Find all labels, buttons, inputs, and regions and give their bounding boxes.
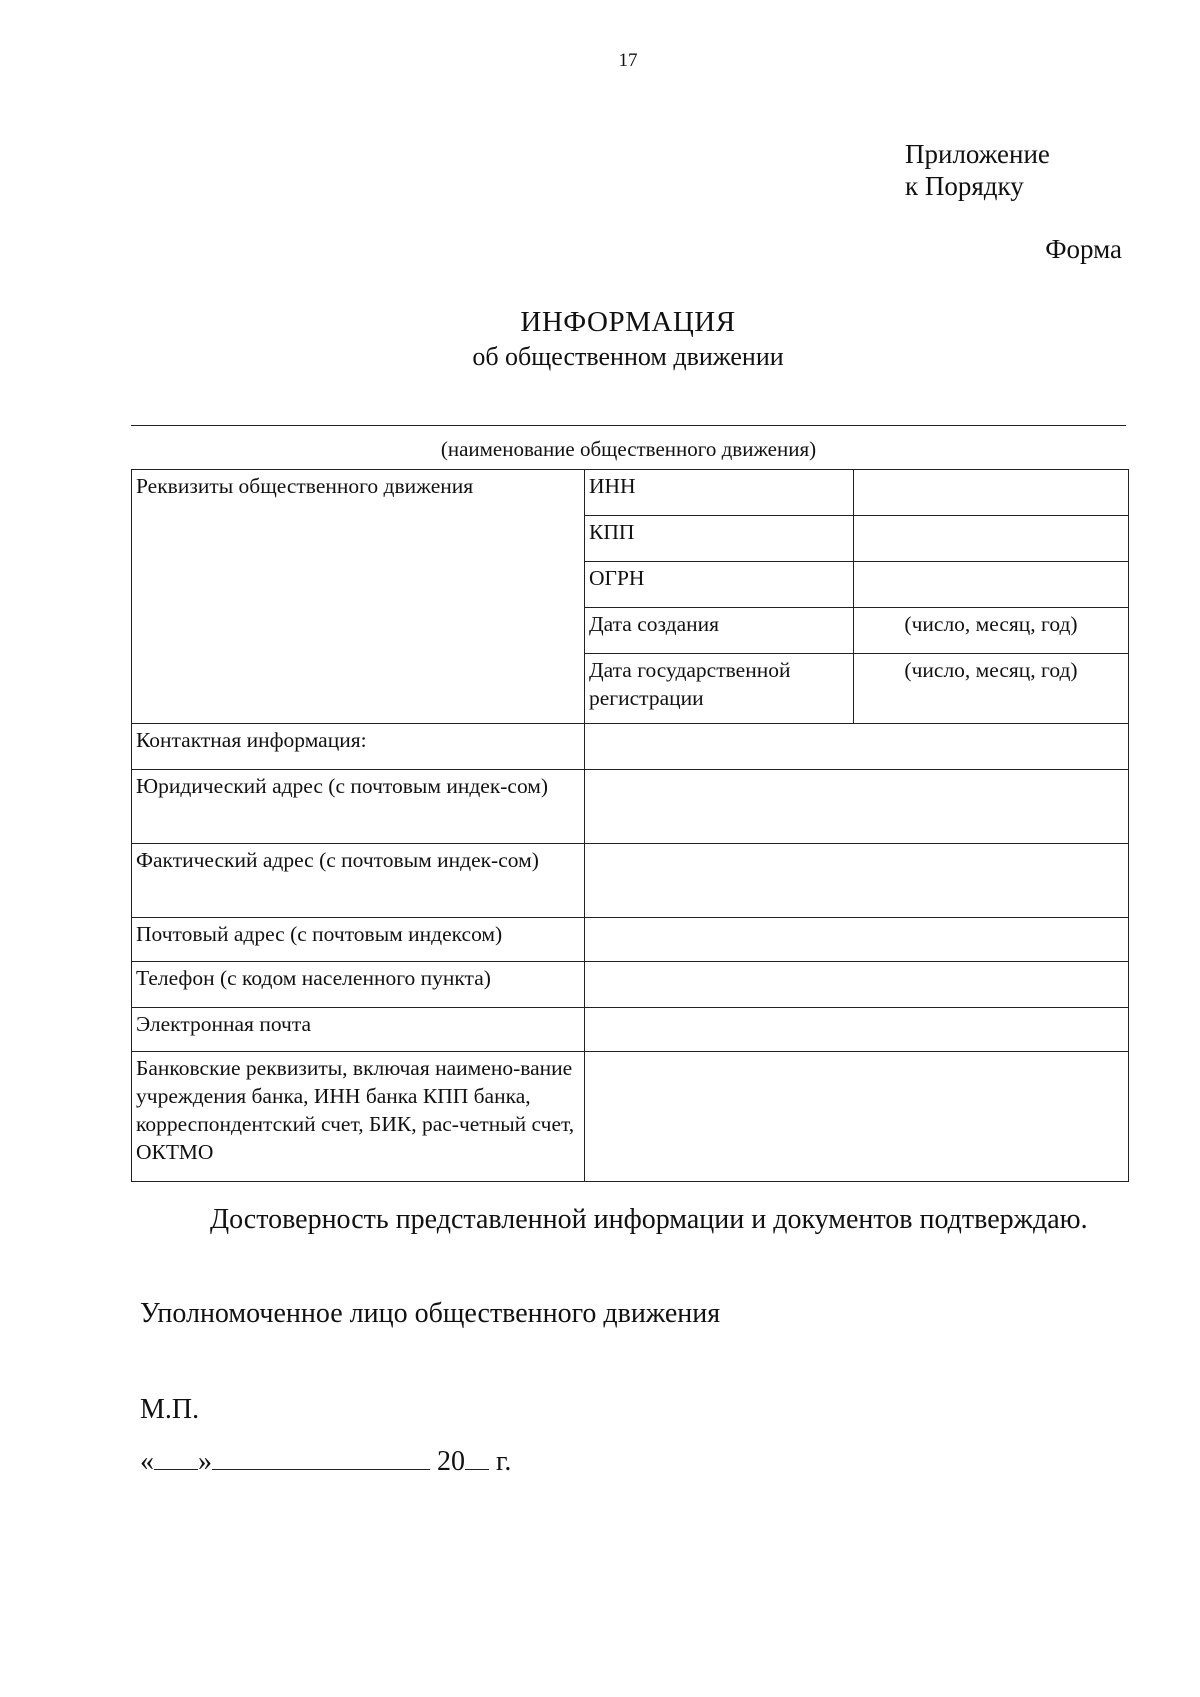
day-blank[interactable] [154, 1443, 198, 1470]
postal-address-value[interactable] [585, 918, 1129, 962]
legal-address-value[interactable] [585, 770, 1129, 844]
registration-date-label: Дата государственной регистрации [585, 654, 854, 724]
movement-name-line[interactable] [131, 425, 1126, 426]
actual-address-label: Фактический адрес (с почтовым индек-сом) [132, 844, 585, 918]
legal-address-label: Юридический адрес (с почтовым индек-сом) [132, 770, 585, 844]
bank-details-value[interactable] [585, 1052, 1129, 1182]
appendix-line-2: к Порядку [905, 171, 1024, 201]
requisites-label: Реквизиты общественного движения [132, 470, 585, 516]
inn-label: ИНН [585, 470, 854, 516]
stamp-place: М.П. [140, 1394, 200, 1425]
requisites-spacer [132, 608, 585, 654]
bank-details-label: Банковские реквизиты, включая наимено-вание учреждения банка, ИНН банка КПП банка, корреспондентский счет, БИК, рас-четный счет, ОКТМО [132, 1052, 585, 1182]
actual-address-value[interactable] [585, 844, 1129, 918]
registration-date-hint[interactable]: (число, месяц, год) [854, 654, 1129, 724]
movement-info-table [131, 469, 1129, 1182]
email-value[interactable] [585, 1008, 1129, 1052]
certification-statement: Достоверность представленной информации и документов подтверждаю. [210, 1204, 1088, 1235]
authorized-person-label: Уполномоченное лицо общественного движения [140, 1298, 721, 1329]
postal-address-label: Почтовый адрес (с почтовым индексом) [132, 918, 585, 962]
phone-label: Телефон (с кодом населенного пункта) [132, 962, 585, 1008]
kpp-value-cell[interactable] [854, 516, 1129, 562]
appendix-line-1: Приложение [905, 139, 1050, 169]
document-title: ИНФОРМАЦИЯ [520, 306, 736, 338]
creation-date-hint[interactable]: (число, месяц, год) [854, 608, 1129, 654]
appendix-note [905, 138, 1050, 202]
contact-info-label: Контактная информация: [132, 724, 585, 770]
inn-value-cell[interactable] [854, 470, 1129, 516]
year-blank[interactable] [465, 1443, 489, 1470]
email-label: Электронная почта [132, 1008, 585, 1052]
signature-date-line [140, 1443, 511, 1478]
open-quote: « [140, 1446, 154, 1477]
requisites-spacer [132, 562, 585, 608]
requisites-spacer [132, 516, 585, 562]
close-quote: » [198, 1446, 212, 1477]
ogrn-value-cell[interactable] [854, 562, 1129, 608]
creation-date-label: Дата создания [585, 608, 854, 654]
requisites-spacer [132, 654, 585, 724]
year-prefix: 20 [437, 1446, 465, 1477]
ogrn-label: ОГРН [585, 562, 854, 608]
year-suffix: г. [496, 1446, 512, 1477]
month-blank[interactable] [212, 1443, 430, 1470]
phone-value[interactable] [585, 962, 1129, 1008]
movement-name-caption: (наименование общественного движения) [440, 437, 817, 461]
kpp-label: КПП [585, 516, 854, 562]
contact-info-value[interactable] [585, 724, 1129, 770]
document-subtitle: об общественном движении [472, 342, 784, 371]
form-label: Форма [1045, 234, 1122, 264]
page-number: 17 [618, 50, 638, 71]
